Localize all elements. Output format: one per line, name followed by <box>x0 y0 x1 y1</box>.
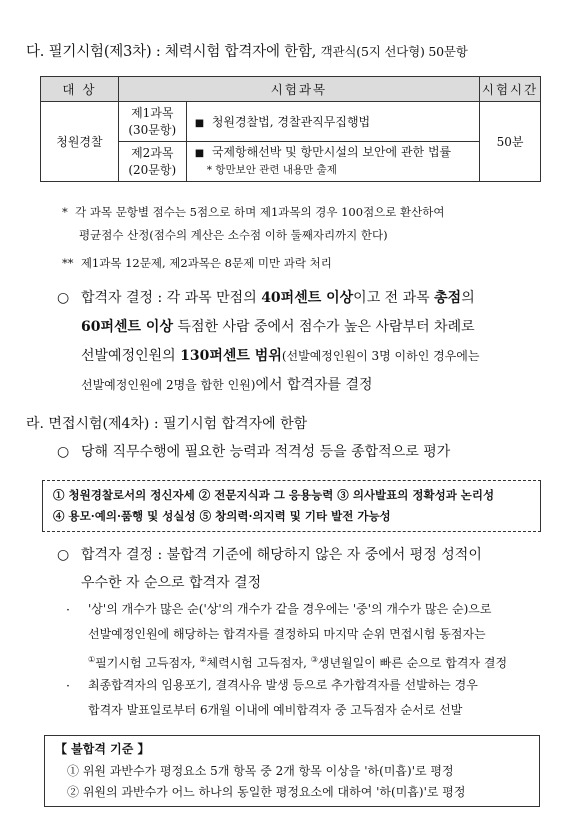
target-cell: 청원경찰 <box>41 102 119 182</box>
subject-name-cell <box>118 142 186 182</box>
exam-subject-table <box>40 76 541 182</box>
subject-note: * 항만보안 관련 내용만 출제 <box>206 164 337 176</box>
note-1 <box>62 202 445 223</box>
fail-criteria-title: 【 불합격 기준 】 <box>55 742 150 756</box>
text-span: 생년월일이 빠른 순으로 합격자 결정 <box>317 656 508 670</box>
subject-desc-cell <box>186 102 479 142</box>
reserve-line: 합격자 발표일로부터 6개월 이내에 예비합격자 중 고득점자 순서로 선발 <box>88 703 463 717</box>
emphasis: 40퍼센트 이상 <box>261 290 354 306</box>
bullet-square: ■ <box>194 148 205 159</box>
time-cell: 50분 <box>480 102 541 182</box>
text-span: 선발예정인원에 2명을 합한 인원) <box>81 378 256 392</box>
emphasis: 총점 <box>434 290 462 306</box>
subject-desc-cell <box>186 142 479 182</box>
circled-number: ① <box>88 655 96 664</box>
section-e-heading: 라. 면접시험(제4차) : 필기시험 합격자에 한함 <box>26 416 308 432</box>
subject-desc: 청원경찰법, 경찰관직무집행법 <box>211 115 371 129</box>
pass-d-line-3 <box>81 342 480 371</box>
criteria-line: ④ 용모·예의·품행 및 성실성 ⑤ 창의력·의지력 및 기타 발전 가능성 <box>53 509 391 523</box>
circled-number: ② <box>199 655 207 664</box>
tie-line-3 <box>88 649 507 674</box>
pass-d-line-4 <box>81 371 373 400</box>
reserve-bullet: · <box>66 678 70 693</box>
subject-count: (30문항) <box>128 122 177 137</box>
pass-d-line-1 <box>81 284 475 313</box>
pass-d-line-2 <box>81 313 475 342</box>
text-span: 득점한 사람 중에서 점수가 높은 사람부터 차례로 <box>172 319 475 335</box>
bullet-square: ■ <box>194 118 205 129</box>
subject-name: 제2과목 <box>131 145 174 160</box>
table-row <box>41 102 541 142</box>
note-mark: * <box>62 205 68 219</box>
emphasis: 130퍼센트 범위 <box>180 348 282 364</box>
pass-d-bullet: ○ <box>57 290 70 306</box>
eval-text: 당해 직무수행에 필요한 능력과 적격성 등을 종합적으로 평가 <box>81 444 451 460</box>
tie-line-1: '상'의 개수가 많은 순('상'의 개수가 같을 경우에는 '중'의 개수가 많은 순)으로 <box>88 602 492 616</box>
pass-e-bullet: ○ <box>57 547 70 563</box>
fail-criteria-item: ① 위원 과반수가 평정요소 5개 항목 중 2개 항목 이상을 '하(미흡)'로 평정 <box>67 764 454 778</box>
criteria-line: ① 청원경찰로서의 정신자세 ② 전문지식과 그 응용능력 ③ 의사발표의 정확성과 논리성 <box>53 488 495 502</box>
text-span: 의 <box>461 290 475 306</box>
table-header-target: 대 상 <box>41 77 119 102</box>
section-d-heading-sub: 객관식(5지 선다형) 50문항 <box>320 44 468 59</box>
text-span: 체력시험 고득점자, <box>206 656 311 670</box>
circled-number: ③ <box>310 655 318 664</box>
table-header-time: 시험시간 <box>480 77 541 102</box>
note-mark: ** <box>62 256 74 270</box>
note-2 <box>62 253 332 274</box>
subject-name: 제1과목 <box>131 105 174 120</box>
pass-e-line: 우수한 자 순으로 합격자 결정 <box>81 575 262 591</box>
table-header-row <box>41 77 541 102</box>
subject-name-cell <box>118 102 186 142</box>
emphasis: 60퍼센트 이상 <box>81 319 173 335</box>
section-d-heading-main: 다. 필기시험(제3차) : 체력시험 합격자에 한함, <box>26 44 317 60</box>
text-span: 합격자 결정 : 각 과목 만점의 <box>81 290 262 306</box>
eval-bullet: ○ <box>57 444 70 460</box>
text-span: 필기시험 고득점자, <box>95 656 200 670</box>
table-header-subjects: 시험과목 <box>118 77 479 102</box>
reserve-line: 최종합격자의 임용포기, 결격사유 발생 등으로 추가합격자를 선발하는 경우 <box>88 678 478 692</box>
fail-criteria-item: ② 위원의 과반수가 어느 하나의 동일한 평정요소에 대하여 '하(미흡)'로 평정 <box>67 785 466 799</box>
interview-criteria-box <box>42 480 541 532</box>
note-text: 제1과목 12문제, 제2과목은 8문제 미만 과락 처리 <box>80 256 332 270</box>
pass-e-line: 합격자 결정 : 불합격 기준에 해당하지 않은 자 중에서 평정 성적이 <box>81 547 482 563</box>
subject-count: (20문항) <box>128 162 177 177</box>
note-text: 평균점수 산정(점수의 계산은 소수점 이하 둘째자리까지 한다) <box>79 228 388 242</box>
text-span: 에서 합격자를 결정 <box>255 377 373 393</box>
text-span: 선발예정인원의 <box>81 348 181 364</box>
subject-desc: 국제항해선박 및 항만시설의 보안에 관한 법률 <box>211 145 452 159</box>
section-d-heading <box>26 40 468 61</box>
tie-line-2: 선발예정인원에 해당하는 합격자를 결정하되 마지막 순위 면접시험 동점자는 <box>88 627 486 641</box>
note-text: 각 과목 문항별 점수는 5점으로 하며 제1과목의 경우 100점으로 환산하여 <box>75 205 445 219</box>
fail-criteria-box <box>44 735 540 807</box>
text-span: (선발예정인원이 3명 이하인 경우에는 <box>281 349 480 363</box>
text-span: 이고 전 과목 <box>353 290 435 306</box>
tie-bullet: · <box>66 602 70 617</box>
